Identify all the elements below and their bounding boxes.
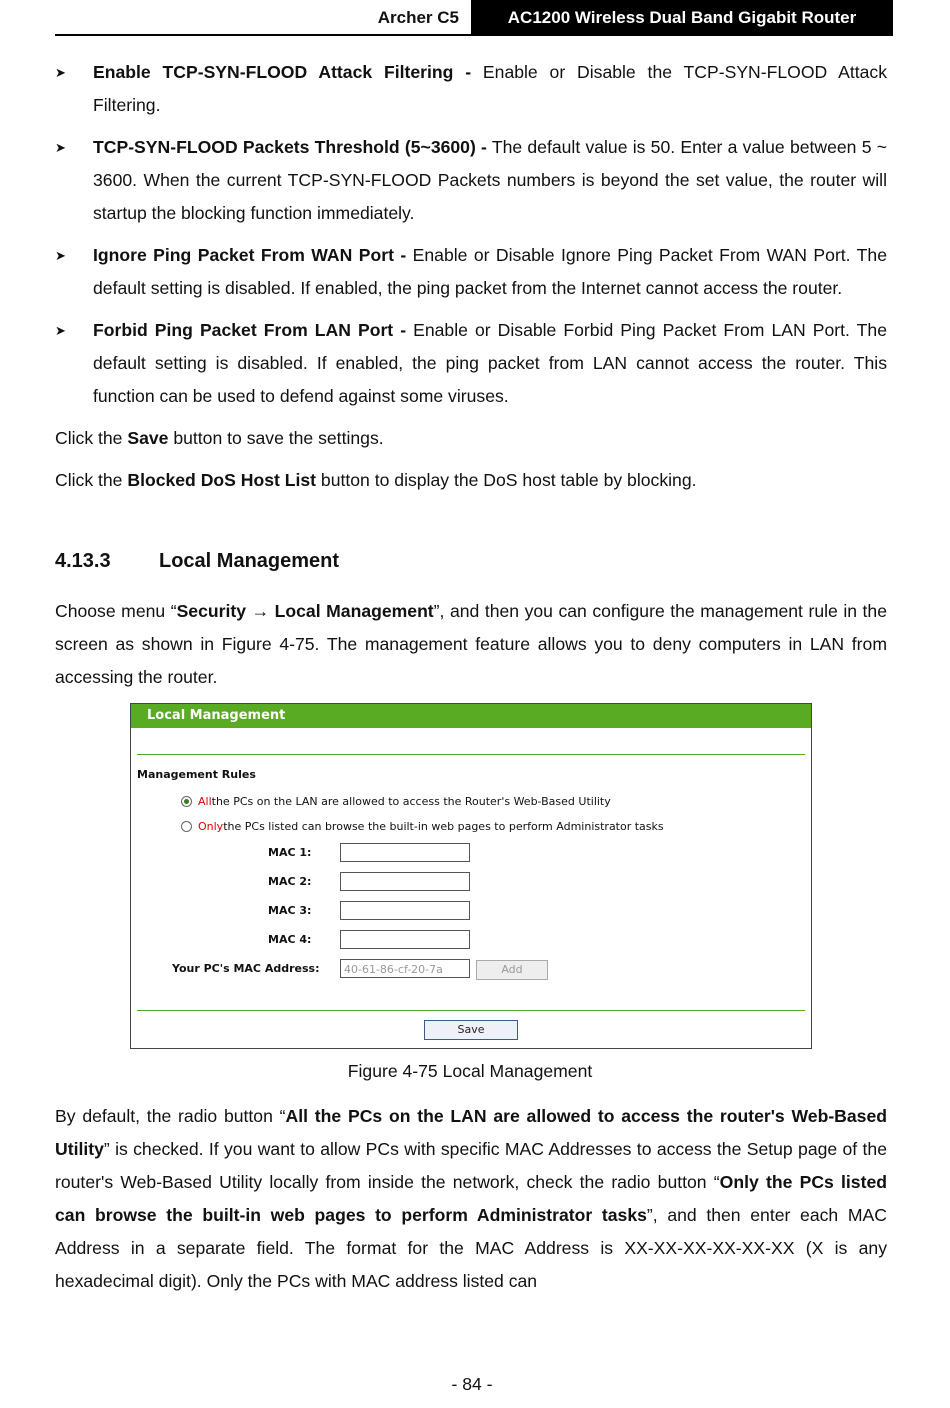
divider <box>137 754 805 755</box>
option-highlight: Only <box>198 820 224 833</box>
bullet-term: Enable TCP-SYN-FLOOD Attack Filtering - <box>93 62 472 82</box>
text: Click the <box>55 470 128 490</box>
rules-label: Management Rules <box>137 768 256 781</box>
bullet-text: Enable or Disable Forbid Ping Packet From LAN Port. The default setting is disabled. If enabled, the ping packet from LAN cannot access the router. This function can be used to defend against some viruses. <box>93 320 887 406</box>
mac4-label: MAC 4: <box>268 933 312 946</box>
bullet-text: Enable or Disable the TCP-SYN-FLOOD Attack Filtering. <box>93 62 887 115</box>
radio-all-pcs[interactable] <box>181 795 611 808</box>
bullet-term: Forbid Ping Packet From LAN Port - <box>93 320 407 340</box>
text: Choose menu “ <box>55 601 177 621</box>
dos-instruction <box>55 464 887 497</box>
your-mac-label: Your PC's MAC Address: <box>172 962 320 975</box>
panel-title: Local Management <box>131 704 811 728</box>
page-number: - 84 - <box>451 1374 493 1394</box>
list-item <box>55 56 887 122</box>
arrow-icon: → <box>251 601 270 621</box>
menu-local-management: Local Management <box>274 601 434 621</box>
text-bold: Save <box>127 428 169 448</box>
page-header <box>55 0 893 36</box>
list-item <box>55 314 887 413</box>
body-paragraph <box>55 1100 887 1298</box>
add-button[interactable]: Add <box>476 960 548 980</box>
list-item <box>55 131 887 230</box>
option-highlight: All <box>198 795 212 808</box>
text: By default, the radio button “ <box>55 1106 286 1126</box>
bullet-arrow-icon: ➤ <box>55 323 66 338</box>
bullet-arrow-icon: ➤ <box>55 248 66 263</box>
figure-caption: Figure 4-75 Local Management <box>347 1061 593 1081</box>
text-bold: Blocked DoS Host List <box>127 470 317 490</box>
mac3-field[interactable] <box>340 901 470 920</box>
text-bold: Only the PCs listed can browse the built-in web pages to perform Administrator tasks <box>55 1172 887 1225</box>
feature-list <box>55 56 887 506</box>
header-product: AC1200 Wireless Dual Band Gigabit Router <box>471 0 893 34</box>
text: button to display the DoS host table by blocking. <box>316 470 697 490</box>
bullet-text: Enable or Disable Ignore Ping Packet From WAN Port. The default setting is disabled. If enabled, the ping packet from the Internet cannot access the router. <box>93 245 887 298</box>
text: Click the <box>55 428 128 448</box>
text: button to save the settings. <box>168 428 384 448</box>
save-instruction <box>55 422 887 455</box>
mac1-label: MAC 1: <box>268 846 312 859</box>
divider <box>137 1010 805 1011</box>
menu-security: Security <box>176 601 246 621</box>
bullet-arrow-icon: ➤ <box>55 65 66 80</box>
bullet-text: The default value is 50. Enter a value between 5 ~ 3600. When the current TCP-SYN-FLOOD Packets numbers is beyond the set value, the router will startup the blocking function immediately. <box>93 137 887 223</box>
option-label: the PCs listed can browse the built-in web pages to perform Administrator tasks <box>223 820 664 833</box>
save-button[interactable]: Save <box>424 1020 518 1040</box>
bullet-term: TCP-SYN-FLOOD Packets Threshold (5~3600) - <box>93 137 487 157</box>
header-model: Archer C5 <box>377 8 459 27</box>
section-number: 4.13.3 <box>55 550 111 572</box>
your-mac-field[interactable]: 40-61-86-cf-20-7a <box>340 959 470 978</box>
mac1-field[interactable] <box>340 843 470 862</box>
local-management-panel <box>130 703 812 1049</box>
radio-only-listed[interactable] <box>181 820 664 833</box>
text: ”, and then enter each MAC Address in a separate field. The format for the MAC Address is XX-XX-XX-XX-XX-XX (X is any hexadecimal digit). Only the PCs with MAC address listed can <box>55 1205 887 1291</box>
section-heading <box>55 550 339 573</box>
mac2-field[interactable] <box>340 872 470 891</box>
text: ”, and then you can configure the management rule in the screen as shown in Figure 4-75. The management feature allows you to deny computers in LAN from accessing the router. <box>55 601 887 687</box>
radio-checked-icon[interactable] <box>181 796 192 807</box>
bullet-arrow-icon: ➤ <box>55 140 66 155</box>
option-label: the PCs on the LAN are allowed to access the Router's Web-Based Utility <box>211 795 611 808</box>
list-item <box>55 239 887 305</box>
bullet-term: Ignore Ping Packet From WAN Port - <box>93 245 407 265</box>
mac3-label: MAC 3: <box>268 904 312 917</box>
section-title: Local Management <box>159 550 340 572</box>
mac2-label: MAC 2: <box>268 875 312 888</box>
radio-unchecked-icon[interactable] <box>181 821 192 832</box>
text: ” is checked. If you want to allow PCs with specific MAC Addresses to access the Setup page of the router's Web-Based Utility locally from inside the network, check the radio button “ <box>55 1139 887 1192</box>
intro-paragraph <box>55 595 887 694</box>
mac4-field[interactable] <box>340 930 470 949</box>
text-bold: All the PCs on the LAN are allowed to access the router's Web-Based Utility <box>55 1106 887 1159</box>
